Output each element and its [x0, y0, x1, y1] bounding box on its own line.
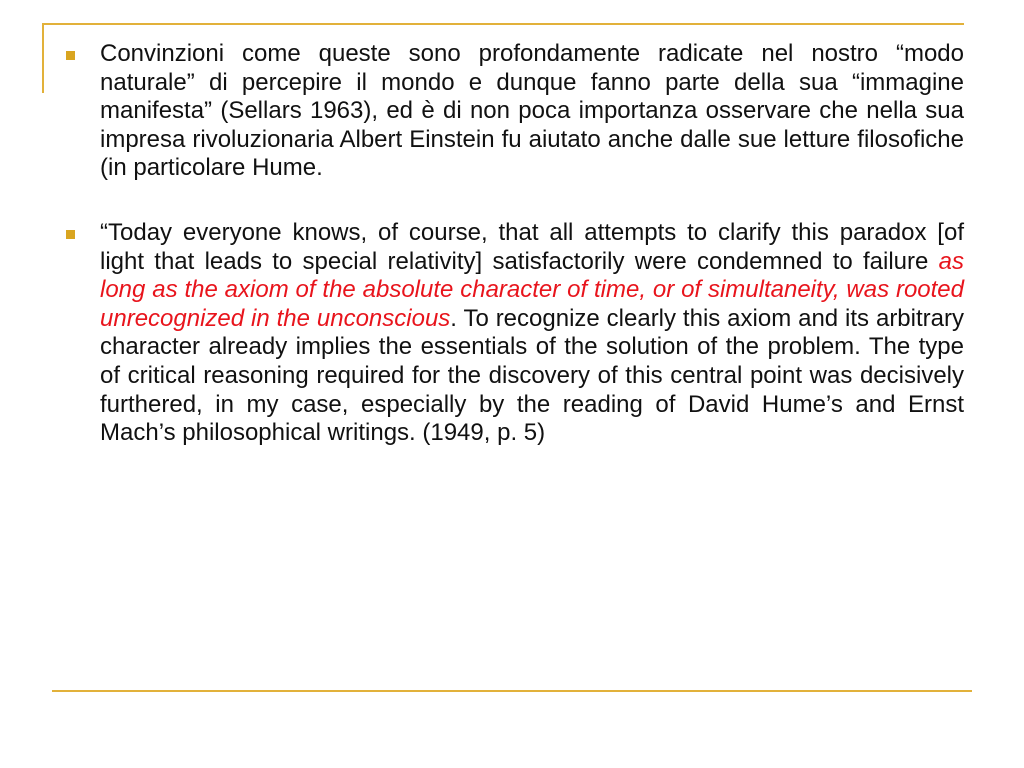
left-rule — [42, 23, 44, 93]
top-rule — [42, 23, 964, 25]
bullet-text-2 — [100, 219, 964, 448]
quote-text-before: “Today everyone knows, of course, that all attempts to clarify this paradox [of light that leads to special relativity] satisfactorily were condemned to failure — [100, 218, 964, 275]
quote-emphasis: as long as the axiom of the absolute character of time, or of simultaneity, was rooted unrecognized in the unconscious — [100, 247, 964, 332]
quote-text-after: . To recognize clearly this axiom and its arbitrary character already implies the essentials of the solution of the problem. The type of critical reasoning required for the discovery of this central point was decisively furthered, in my case, especially by the reading of David Hume’s and Ernst Mach’s philosophical writings. (1949, p. 5) — [100, 304, 964, 447]
bullet-item-2 — [66, 219, 964, 448]
square-bullet-icon — [66, 51, 75, 60]
bullet-marker — [66, 40, 100, 70]
bullet-item-1 — [66, 40, 964, 183]
bullet-text-1: Convinzioni come queste sono profondamente radicate nel nostro “modo naturale” di percepire il mondo e dunque fanno parte della sua “immagine manifesta” (Sellars 1963), ed è di non poca importanza osservare che nella sua impresa rivoluzionaria Albert Einstein fu aiutato anche dalle sue letture filosofiche (in particolare Hume. — [100, 40, 964, 182]
bottom-rule — [52, 690, 972, 692]
bullet-marker — [66, 219, 100, 249]
bullet-list — [66, 40, 964, 448]
square-bullet-icon — [66, 230, 75, 239]
